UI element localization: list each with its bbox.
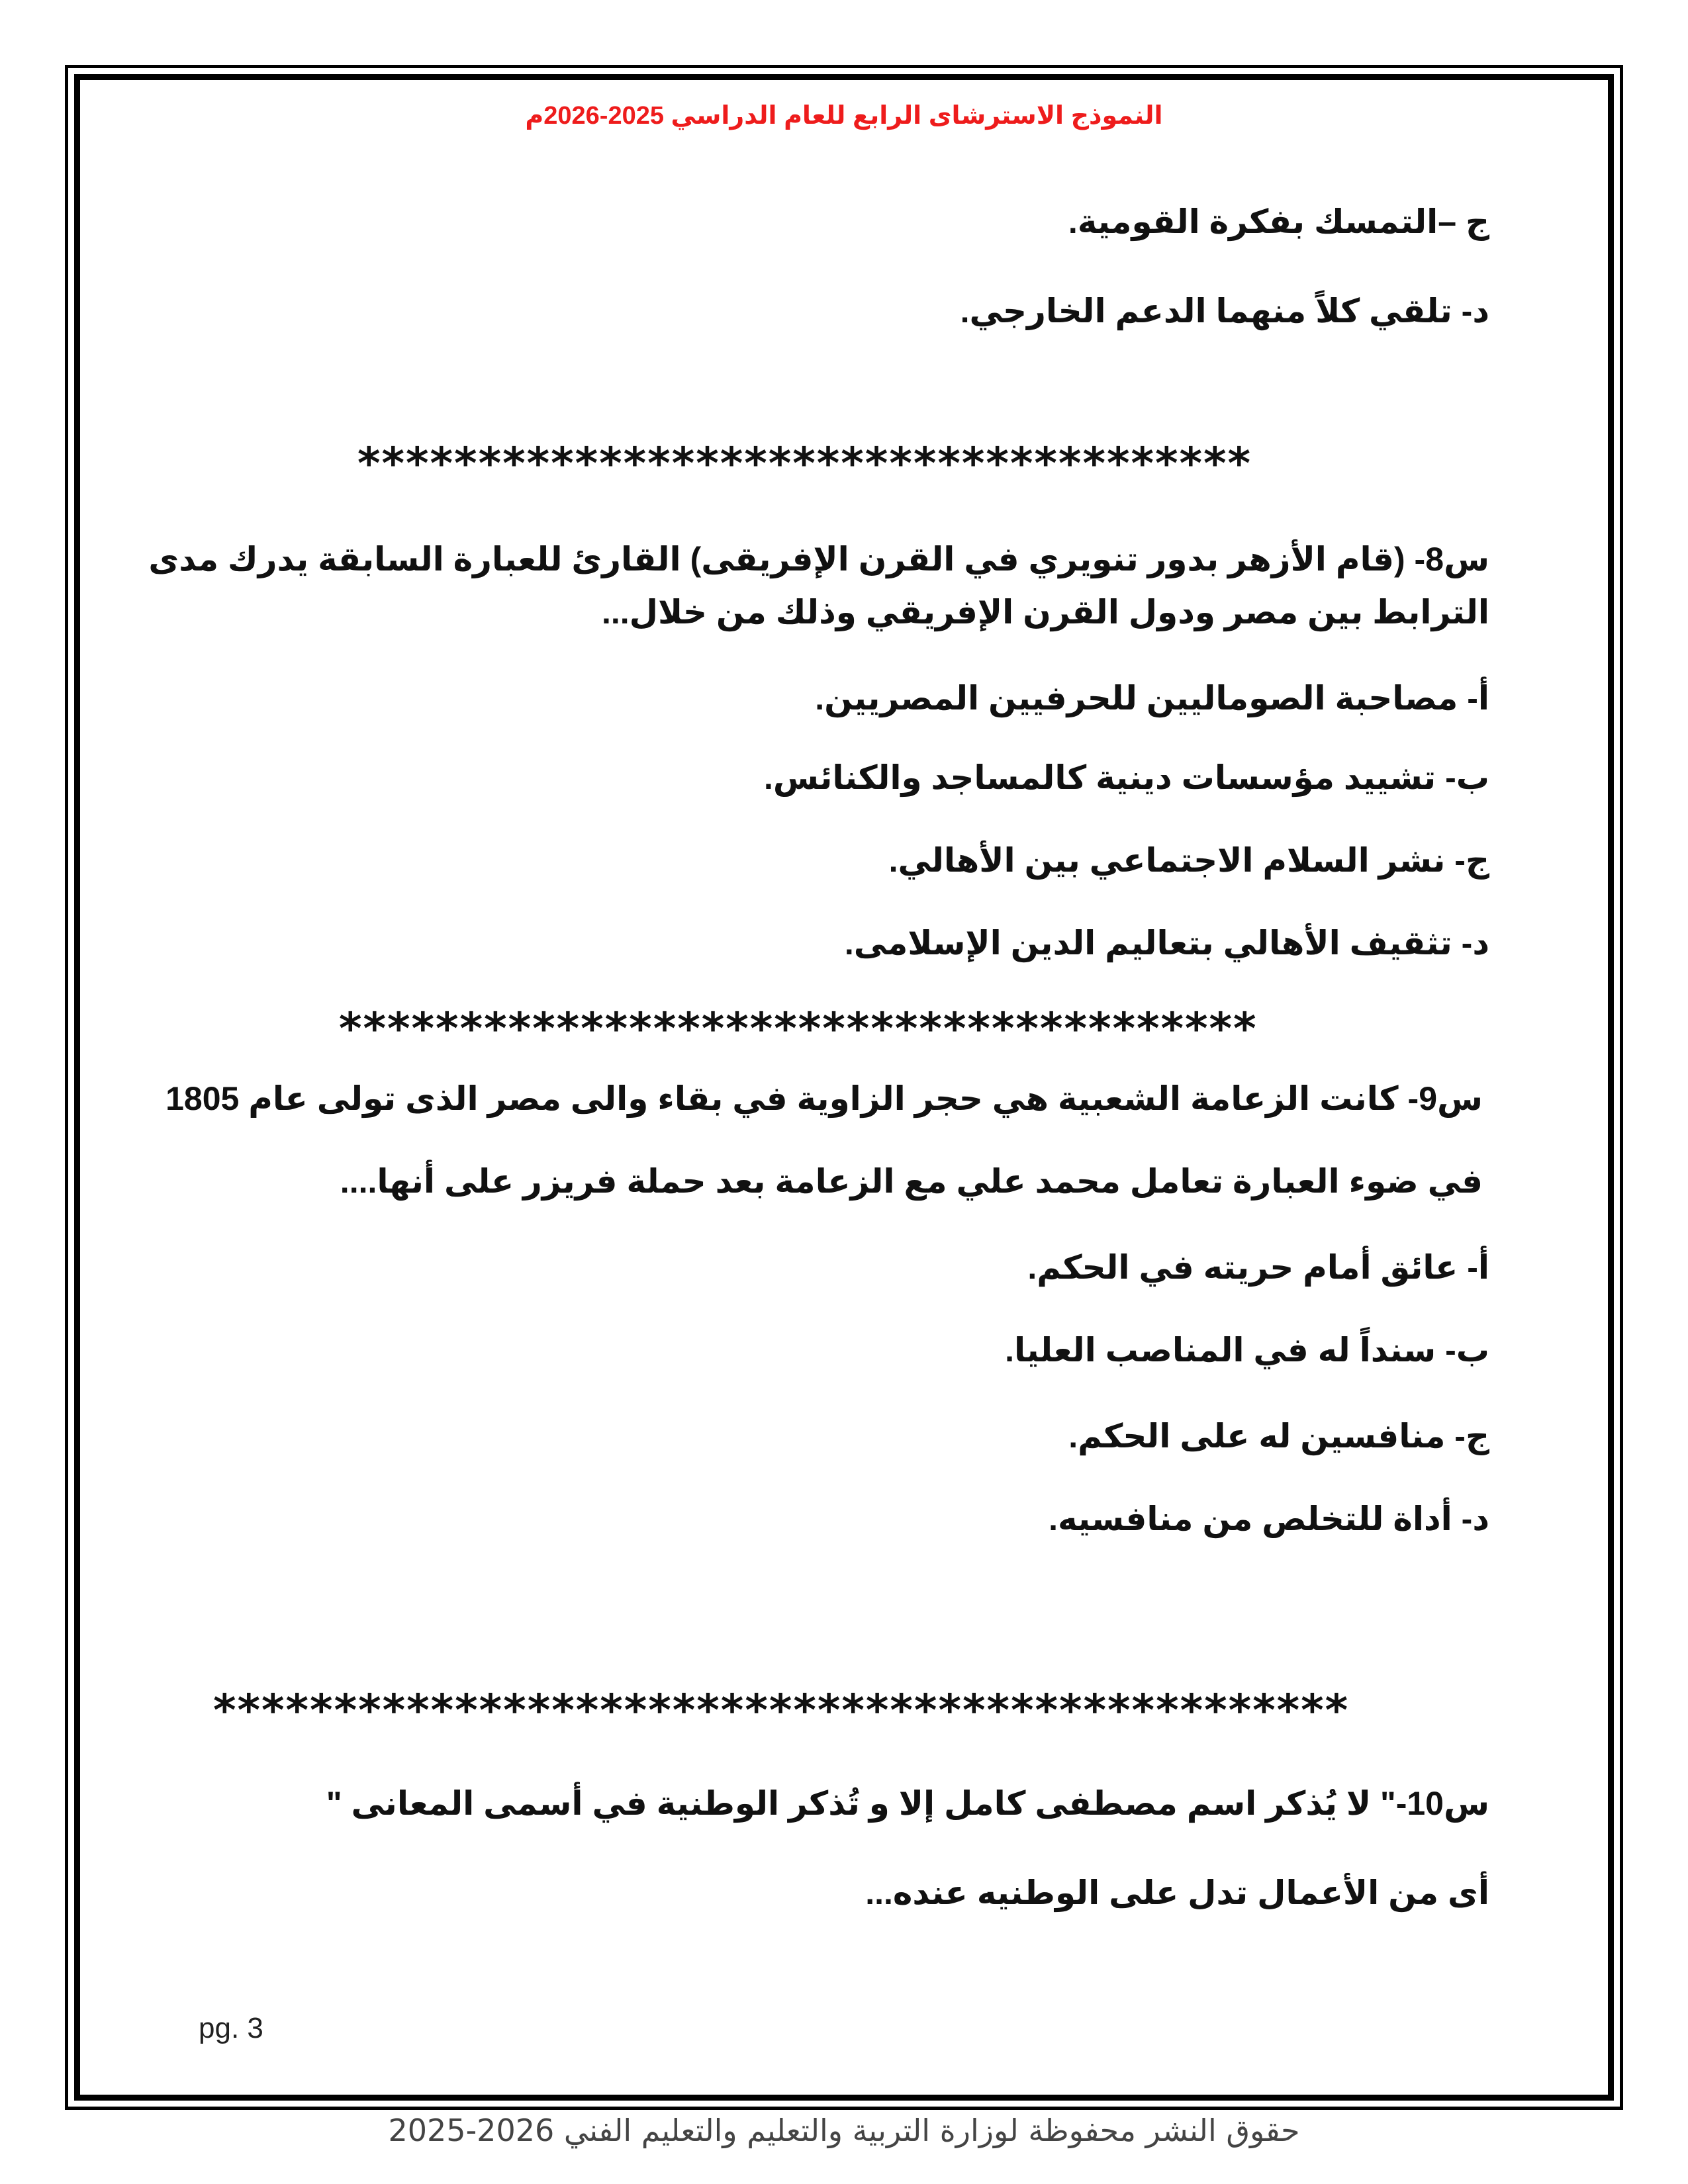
q10-question-line2: أى من الأعمال تدل على الوطنيه عنده... — [865, 1874, 1489, 1911]
q10-question-line1: س10-" لا يُذكر اسم مصطفى كامل إلا و تُذكر الوطنية في أسمى المعانى " — [326, 1785, 1489, 1822]
q9-option-a: أ- عائق أمام حريته في الحكم. — [1027, 1249, 1489, 1286]
q9-option-b: ب- سنداً له في المناصب العليا. — [1005, 1332, 1489, 1369]
copyright-notice: حقوق النشر محفوظة لوزارة التربية والتعليم والتعليم الفني 2026-2025 — [388, 2113, 1300, 2148]
q9-question-line2: في ضوء العبارة تعامل محمد علي مع الزعامة بعد حملة فريزر على أنها.... — [340, 1163, 1483, 1200]
q8-option-a: أ- مصاحبة الصوماليين للحرفيين المصريين. — [815, 680, 1489, 717]
q8-option-c: ج- نشر السلام الاجتماعي بين الأهالي. — [888, 842, 1489, 879]
q9-question-line1: س9- كانت الزعامة الشعبية هي حجر الزاوية في بقاء والى مصر الذى تولى عام 1805 — [165, 1080, 1483, 1117]
q7-option-c: ج –التمسك بفكرة القومية. — [1068, 203, 1489, 240]
separator: ************************************** — [339, 1003, 1258, 1054]
q7-option-d: د- تلقي كلاً منهما الدعم الخارجي. — [960, 293, 1489, 330]
q9-option-d: د- أداة للتخلص من منافسيه. — [1049, 1500, 1489, 1537]
q8-question-line2: الترابط بين مصر ودول القرن الإفريقي وذلك من خلال... — [601, 594, 1489, 631]
separator: *********************************************** — [213, 1685, 1350, 1736]
q8-option-d: د- تثقيف الأهالي بتعاليم الدين الإسلامى. — [844, 925, 1489, 962]
q8-option-b: ب- تشييد مؤسسات دينية كالمساجد والكنائس. — [764, 759, 1489, 796]
page-header: النموذج الاسترشاى الرابع للعام الدراسي 2025-2026م — [525, 102, 1163, 130]
q9-option-c: ج- منافسين له على الحكم. — [1068, 1418, 1489, 1455]
page-number: pg. 3 — [199, 2012, 263, 2044]
q8-question-line1: س8- (قام الأزهر بدور تنويري في القرن الإفريقى) القارئ للعبارة السابقة يدرك مدى — [148, 541, 1489, 578]
separator: ************************************* — [357, 438, 1252, 489]
